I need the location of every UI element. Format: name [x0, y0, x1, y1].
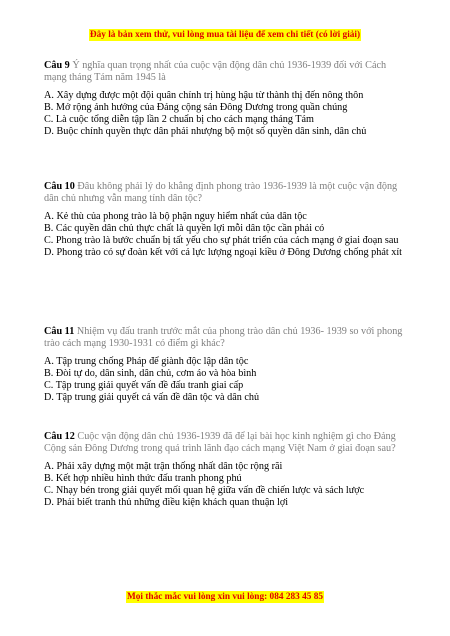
option-c: C. Phong trào là bước chuẩn bị tất yếu cho sự phát triển của cách mạng ở giai đoạn sau: [44, 235, 399, 246]
question-stem: [44, 181, 410, 205]
options-list: [44, 211, 410, 259]
option-a: A. Kẻ thù của phong trào là bộ phận nguy hiểm nhất của dân tộc: [44, 211, 307, 222]
options-list: [44, 356, 410, 404]
option-b: B. Các quyền dân chủ thực chất là quyền lợi mỗi dân tộc cần phải có: [44, 223, 325, 234]
question-stem: [44, 60, 410, 84]
option-a: A. Xây dựng được một đội quân chính trị hùng hậu từ thành thị đến nông thôn: [44, 90, 364, 101]
question-12: [44, 431, 410, 509]
option-c: C. Nhạy bén trong giải quyết mối quan hệ giữa vấn đề chiến lược và sách lược: [44, 485, 365, 496]
contact-footer-text: Mọi thắc mắc vui lòng xin vui lòng: 084 283 45 85: [126, 592, 324, 602]
option-b: B. Mở rộng ảnh hưởng của Đảng cộng sản Đông Dương trong quần chúng: [44, 102, 348, 113]
option-a: A. Tập trung chống Pháp để giành độc lập dân tộc: [44, 356, 249, 367]
contact-footer: [0, 586, 450, 604]
question-number: Câu 12: [44, 431, 75, 442]
options-list: [44, 90, 410, 138]
option-d: D. Tập trung giải quyết cả vấn đề dân tộc và dân chủ: [44, 392, 260, 403]
preview-notice-text: Đây là bản xem thử, vui lòng mua tài liệu để xem chi tiết (có lời giải): [89, 30, 361, 40]
option-c: C. Là cuộc tổng diễn tập lần 2 chuẩn bị cho cách mạng tháng Tám: [44, 114, 314, 125]
question-9: [44, 60, 410, 138]
option-b: B. Kết hợp nhiều hình thức đấu tranh phong phú: [44, 473, 242, 484]
question-text: Ý nghĩa quan trọng nhất của cuộc vận động dân chủ 1936-1939 đối với Cách mạng tháng Tám năm 1945 là: [44, 60, 387, 83]
preview-notice-banner: [0, 24, 450, 42]
question-11: [44, 326, 410, 404]
question-10: [44, 181, 410, 259]
options-list: [44, 461, 410, 509]
question-number: Câu 10: [44, 181, 75, 192]
question-text: Nhiệm vụ đấu tranh trước mắt của phong trào dân chủ 1936- 1939 so với phong trào cách mạng 1930-1931 có điểm gì khác?: [44, 326, 403, 349]
option-c: C. Tập trung giải quyết vấn đề đấu tranh giai cấp: [44, 380, 244, 391]
question-stem: [44, 431, 410, 455]
option-d: D. Phong trào có sự đoàn kết với cả lực lượng ngoại kiều ở Đông Dương chống phát xít: [44, 247, 402, 258]
question-number: Câu 11: [44, 326, 75, 337]
question-number: Câu 9: [44, 60, 70, 71]
option-d: D. Phải biết tranh thủ những điều kiện khách quan thuận lợi: [44, 497, 289, 508]
option-a: A. Phải xây dựng một mặt trận thống nhất dân tộc rộng rãi: [44, 461, 283, 472]
option-b: B. Đòi tự do, dân sinh, dân chủ, cơm áo và hòa bình: [44, 368, 257, 379]
question-text: Cuộc vận động dân chủ 1936-1939 đã để lại bài học kinh nghiệm gì cho Đảng Cộng sản Đông Dương trong quá trình lãnh đạo cách mạng Việt Nam ở giai đoạn sau?: [44, 431, 396, 454]
question-text: Đâu không phải lý do khẳng định phong trào 1936-1939 là một cuộc vận động dân chủ nhưng vẫn mang tính dân tộc?: [44, 181, 398, 204]
question-stem: [44, 326, 410, 350]
option-d: D. Buộc chính quyền thực dân phải nhượng bộ một số quyền dân sinh, dân chủ: [44, 126, 367, 137]
